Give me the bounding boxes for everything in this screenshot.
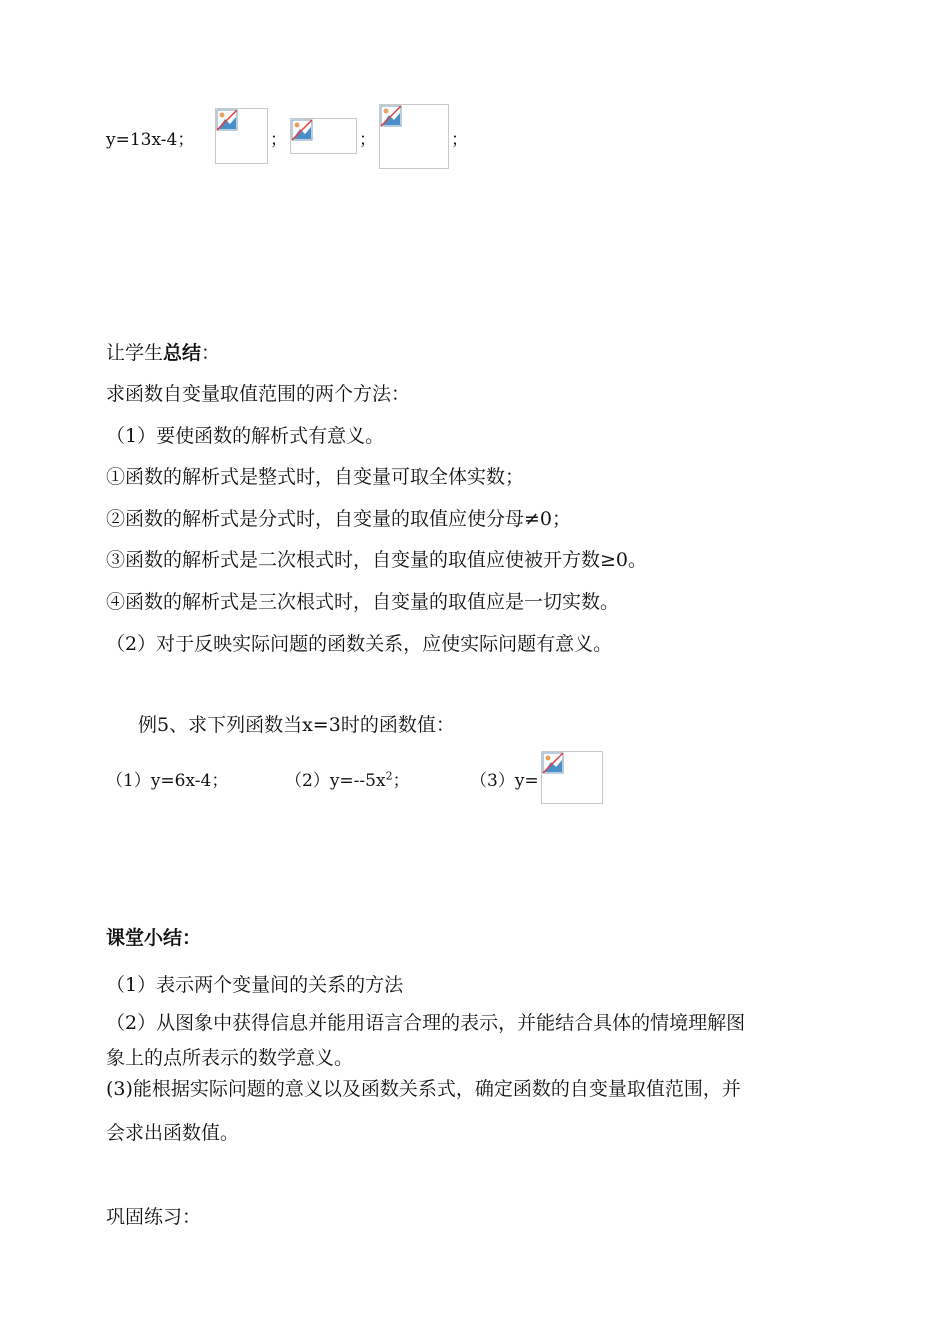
formula-image-1 xyxy=(215,108,268,164)
summary-heading: 让学生总结： xyxy=(106,342,221,364)
broken-image-icon xyxy=(216,109,238,131)
class-summary-line: 会求出函数值。 xyxy=(106,1122,240,1144)
practice-heading: 巩固练习： xyxy=(106,1206,202,1228)
summary-line: ①函数的解析式是整式时，自变量可取全体实数； xyxy=(106,466,525,488)
example-item-3: （3）y= xyxy=(470,771,539,791)
class-summary-heading: 课堂小结： xyxy=(106,927,202,949)
class-summary-line: (3)能根据实际问题的意义以及函数关系式，确定函数的自变量取值范围，并 xyxy=(106,1078,741,1100)
example-item-1: （1）y=6x-4； xyxy=(106,771,229,791)
class-summary-line: 象上的点所表示的数学意义。 xyxy=(106,1047,354,1069)
example-item-2: $(2)y=--5x^2$； xyxy=(285,769,410,791)
separator: ； xyxy=(359,130,376,150)
summary-line: ②函数的解析式是分式时，自变量的取值应使分母≠0； xyxy=(106,508,572,530)
summary-line: （1）要使函数的解析式有意义。 xyxy=(106,425,385,447)
class-summary-line: （2）从图象中获得信息并能用语言合理的表示，并能结合具体的情境理解图 xyxy=(106,1012,746,1034)
broken-image-icon xyxy=(542,752,564,774)
class-summary-line: （1）表示两个变量间的关系的方法 xyxy=(106,974,404,996)
separator: ； xyxy=(270,130,287,150)
summary-line: ③函数的解析式是二次根式时，自变量的取值应使被开方数≥0。 xyxy=(106,549,648,571)
summary-line: ④函数的解析式是三次根式时，自变量的取值应是一切实数。 xyxy=(106,591,620,613)
broken-image-icon xyxy=(380,105,402,127)
summary-line: 求函数自变量取值范围的两个方法： xyxy=(106,383,411,405)
summary-line: （2）对于反映实际问题的函数关系，应使实际问题有意义。 xyxy=(106,633,613,655)
equation-y13x: y=13x-4； xyxy=(106,130,195,150)
formula-image-3 xyxy=(379,104,449,169)
example-title: 例5、求下列函数当x=3时的函数值： xyxy=(138,714,455,736)
formula-image-4 xyxy=(541,751,603,804)
formula-image-2 xyxy=(290,118,357,154)
separator: ； xyxy=(451,130,468,150)
broken-image-icon xyxy=(291,119,313,141)
